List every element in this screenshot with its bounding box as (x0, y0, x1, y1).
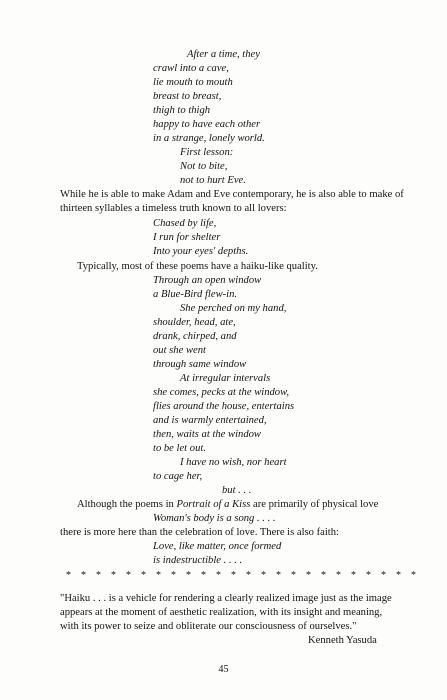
star-glyph: * (366, 570, 371, 581)
quote-attribution: Kenneth Yasuda (308, 635, 377, 646)
poem-line: out she went (153, 345, 206, 356)
star-glyph: * (321, 570, 326, 581)
poem-line: happy to have each other (153, 119, 261, 130)
star-glyph: * (186, 570, 191, 581)
star-glyph: * (351, 570, 356, 581)
poem-line: shoulder, head, ate, (153, 317, 236, 328)
star-glyph: * (111, 570, 116, 581)
star-glyph: * (156, 570, 161, 581)
poem-line: Chased by life, (153, 218, 217, 229)
star-glyph: * (396, 570, 401, 581)
star-glyph: * (231, 570, 236, 581)
poem-line: and is warmly entertained, (153, 415, 267, 426)
text-fragment: are primarily of physical love (250, 499, 379, 510)
star-glyph: * (411, 570, 416, 581)
poem-line: drank, chirped, and (153, 331, 237, 342)
poem-line: a Blue-Bird flew-in. (153, 289, 238, 300)
poem-line: flies around the house, entertains (153, 401, 295, 412)
poem-line: First lesson: (180, 147, 234, 158)
poem-line: then, waits at the window (153, 429, 262, 440)
poem-line: Through an open window (153, 275, 262, 286)
quote-line: with its power to seize and obliterate our consciousness of ourselves." (60, 621, 357, 632)
body-text-line: Typically, most of these poems have a haiku-like quality. (77, 261, 318, 272)
star-glyph: * (126, 570, 131, 581)
star-glyph: * (276, 570, 281, 581)
poem-line: in a strange, lonely world. (153, 133, 265, 144)
star-glyph: * (336, 570, 341, 581)
poem-line: She perched on my hand, (180, 303, 287, 314)
star-glyph: * (201, 570, 206, 581)
poem-line: At irregular intervals (180, 373, 271, 384)
star-glyph: * (381, 570, 386, 581)
poem-line: I have no wish, nor heart (180, 457, 287, 468)
poem-line: lie mouth to mouth (153, 77, 233, 88)
star-glyph: * (141, 570, 146, 581)
text-fragment: Although the poems in (77, 499, 177, 510)
poem-line: to cage her, (153, 471, 203, 482)
poem-line: breast to breast, (153, 91, 222, 102)
star-glyph: * (66, 570, 71, 581)
poem-line: Love, like matter, once formed (153, 541, 282, 552)
poem-line: thigh to thigh (153, 105, 211, 116)
poem-line: she comes, pecks at the window, (153, 387, 290, 398)
page-number: 45 (218, 664, 229, 675)
poem-line: crawl into a cave, (153, 63, 229, 74)
poem-line: I run for shelter (153, 232, 221, 243)
poem-line: After a time, they (187, 49, 260, 60)
body-text-line: there is more here than the celebration of love. There is also faith: (60, 527, 339, 538)
body-text-line: While he is able to make Adam and Eve contemporary, he is also able to make of (60, 189, 404, 200)
star-glyph: * (81, 570, 86, 581)
poem-line: is indestructible . . . . (153, 555, 243, 566)
poem-line: Woman's body is a song . . . . (153, 513, 276, 524)
quote-line: appears at the moment of aesthetic realization, with its insight and meaning, (60, 607, 383, 618)
poem-line: not to hurt Eve. (180, 175, 246, 186)
star-glyph: * (306, 570, 311, 581)
star-glyph: * (216, 570, 221, 581)
star-glyph: * (96, 570, 101, 581)
poem-line: Into your eyes' depths. (153, 246, 249, 257)
poem-line: to be let out. (153, 443, 206, 454)
body-text-line (77, 498, 378, 511)
body-text-line: thirteen syllables a timeless truth known to all lovers: (60, 203, 287, 214)
poem-line: but . . . (222, 485, 252, 496)
book-title: Portrait of a Kiss (176, 499, 251, 510)
star-separator (66, 570, 416, 582)
star-glyph: * (261, 570, 266, 581)
poem-line: through same window (153, 359, 247, 370)
poem-line: Not to bite, (180, 161, 228, 172)
quote-line: "Haiku . . . is a vehicle for rendering a clearly realized image just as the image (60, 593, 392, 604)
star-glyph: * (171, 570, 176, 581)
star-glyph: * (291, 570, 296, 581)
star-glyph: * (246, 570, 251, 581)
